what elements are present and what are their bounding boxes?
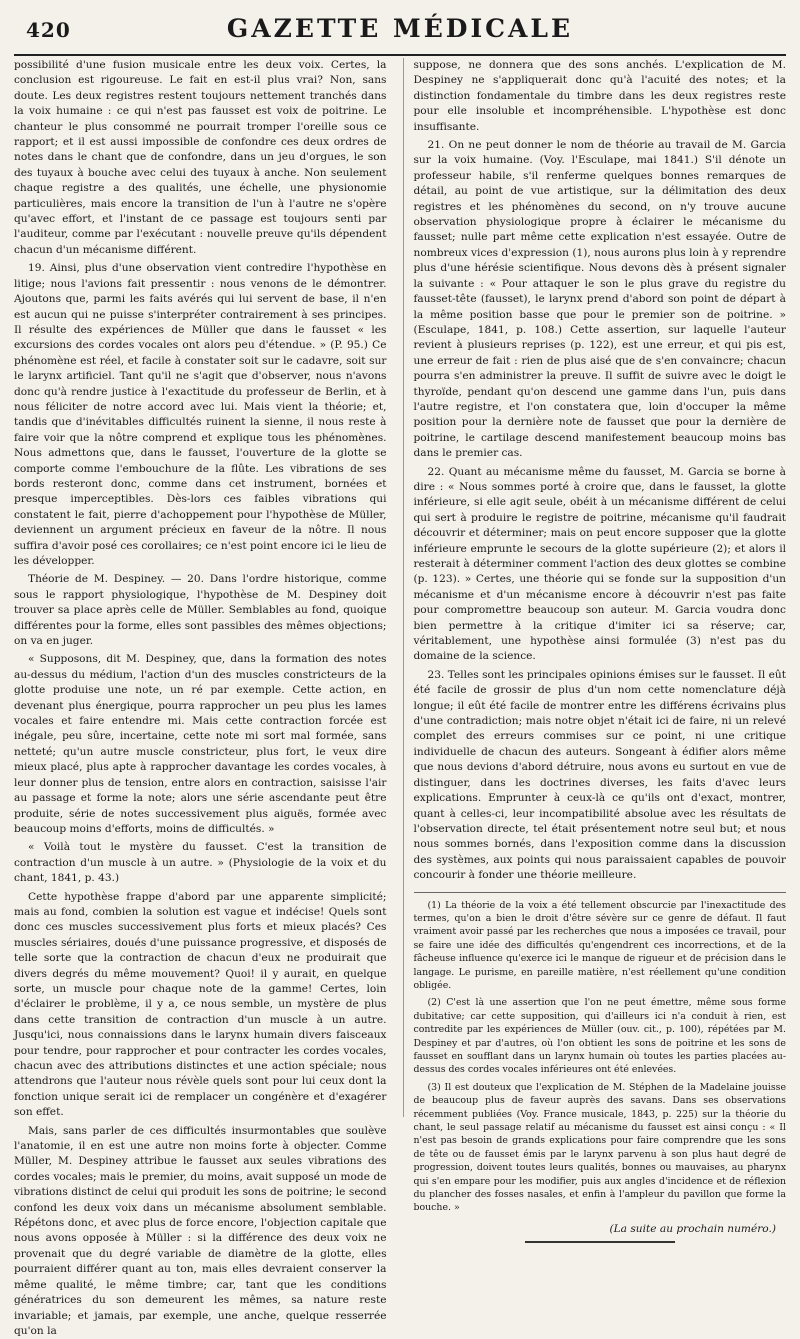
journal-title: GAZETTE MÉDICALE (226, 14, 574, 43)
left-column (14, 58, 387, 1337)
end-rule (525, 1241, 675, 1243)
paragraph-continuation: possibilité d'une fusion musicale entre les deux voix. Certes, la conclusion est rigoureuse. Le fait en est-il plus vrai? Non, sans doute. Les deux registres restent toujours nettement tranchés dans la voix humaine : ce qui n'est pas fausset est voix de poitrine. Le chanteur le plus consommé ne pourrait tromper l'oreille sous ce rapport; et il est aussi impossible de confondre ces deux ordres de notes dans le chant que de confondre, dans un jeu d'orgues, le son des tuyaux à bouche avec celui des tuyaux à anche. Non seulement chaque registre a des qualités, une échelle, une physionomie particulières, mais encore la transition de l'un à l'autre ne s'opère qu'avec effort, et l'instant de ce passage est toujours senti par l'auditeur, comme par l'exécutant : nouvelle preuve qu'ils dépendent chacun d'un mécanisme différent. (14, 59, 387, 256)
paragraph-22: 22. Quant au mécanisme même du fausset, M. Garcia se borne à dire : « Nous sommes porté à croire que, dans le fausset, la glotte inférieure, si elle agit seule, obéit à un mécanisme différent de celui qui sert à produire le registre de poitrine, mécanisme qu'il faudrait découvrir et déterminer; mais on peut encore supposer que la glotte inférieure emprunte le secours de la glotte supérieure (2); et alors il resterait à déterminer comment l'action des deux glottes se combine (p. 123). » Certes, une théorie qui se fonde sur la supposition d'un mécanisme et d'un mécanisme encore à découvrir n'est pas faite pour compromettre beaucoup son auteur. M. Garcia voudra donc bien permettre à la critique d'imiter ici sa réserve; car, véritablement, une hypothèse ainsi formulée (3) n'est pas du domaine de la science. (413, 465, 786, 663)
footnote-1: (1) La théorie de la voix a été tellement obscurcie par l'inexactitude des termes, qu'on a bien le droit d'être sévère sur ce genre de défaut. Il faut vraiment avoir passé par les recherches que nous a imposées ce travail, pour se faire une idée des difficultés qu'engendrent ces incorrections, et de la fâcheuse influence qu'exerce ici le manque de rigueur et de précision dans le langage. Le purisme, en pareille matière, n'est réellement qu'une condition obligée. (413, 899, 786, 991)
paragraph-objection: Mais, sans parler de ces difficultés insurmontables que soulève l'anatomie, il en est une autre non moins forte à objecter. Comme Müller, M. Despiney attribue le fausset aux seules vibrations des cordes vocales; mais le premier, du moins, avait supposé un mode de vibrations distinct de celui qui produit les sons de poitrine; le second confond les deux voix dans un mécanisme absolument semblable. Répétons donc, et avec plus de force encore, l'objection capitale que nous avons opposée à Müller : si la différence des deux voix ne provenait que du degré variable de diamètre de la glotte, elles pourraient différer quant au ton, mais elles devraient conserver la même qualité, le même timbre; car, tant que les conditions génératrices du son demeurent les mêmes, sa nature reste invariable; et jamais, par exemple, une anche, quelque resserrée qu'on la (14, 1124, 387, 1337)
text-columns (14, 58, 786, 1337)
paragraph-23: 23. Telles sont les principales opinions émises sur le fausset. Il eût été facile de grossir de plus d'un nom cette nomenclature déjà longue; il eût été facile de montrer entre les différens écrivains plus d'une contradiction; mais notre objet n'était ici de faire, ni un relevé complet des erreurs commises sur ce point, ni une critique individuelle de chacun des auteurs. Songeant à édifier alors même que nous devions d'abord détruire, nous avons eu surtout en vue de distinguer, dans les doctrines diverses, les faits d'avec leurs explications. Emprunter à ceux-là ce qu'ils ont d'exact, montrer, quant à celles-ci, leur incompatibilité absolue avec les résultats de l'observation directe, tel était présentement notre seul but; et nous nous sommes bornés, dans l'exposition comme dans la discussion des systèmes, aux points qui nous paraissaient capables de pouvoir concourir à fonder une théorie meilleure. (413, 668, 786, 882)
paragraph-20-despiney: Théorie de M. Despiney. — 20. Dans l'ordre historique, comme sous le rapport physiologique, l'hypothèse de M. Despiney doit trouver sa place après celle de Müller. Semblables au fond, quoique différentes pour la forme, elles sont passibles des mêmes objections; on va en juger. (14, 573, 387, 648)
footnote-2: (2) C'est là une assertion que l'on ne peut émettre, même sous forme dubitative; car cette supposition, qui d'ailleurs ici n'a conduit à rien, est contredite par les expériences de Müller (ouv. cit., p. 100), répétées par M. Despiney et par d'autres, où l'on obtient les sons de poitrine et les sons de fausset en soufflant dans un larynx humain où toutes les parties placées au-dessus des cordes vocales inférieures ont été enlevées. (413, 997, 786, 1076)
continued-notice: (La suite au prochain numéro.) (609, 1222, 776, 1235)
paragraph-despiney-quote: « Supposons, dit M. Despiney, que, dans la formation des notes au-dessus du médium, l'action d'un des muscles constricteurs de la glotte produise une note, un ré par exemple. Cette action, en devenant plus énergique, pourra rapprocher un peu plus les lames vocales et faire entendre mi. Mais cette contraction forcée est inégale, peu sûre, incertaine, cette note mi sort mal formée, sans netteté; qu'un autre muscle constricteur, plus fort, le veux dire mieux placé, plus apte à rapprocher davantage les cordes vocales, à leur donner plus de tension, entre alors en contraction, saisisse l'air au passage et forme la note; alors une série ascendante peut être produite, série de notes successivement plus aiguës, formée avec beaucoup moins d'efforts, moins de difficultés. » (14, 653, 387, 835)
footnote-3: (3) Il est douteux que l'explication de M. Stéphen de la Madelaine jouisse de beaucoup plus de faveur auprès des savans. Dans ses observations récemment publiées (Voy. France musicale, 1843, p. 225) sur la théorie du chant, le seul passage relatif au mécanisme du fausset est ainsi conçu : « Il n'est pas besoin de grands explications pour faire comprendre que les sons de tête ou de fausset émis par le larynx parvenu à son plus haut degré de progression, doivent toutes leurs qualités, bonnes ou mauvaises, au pharynx qui s'en empare pour les modifier, puis aux angles d'incidence et de réflexion du plancher des fosses nasales, et enfin à l'ampleur du pavillon que forme la bouche. » (413, 1081, 786, 1214)
paragraph-19: 19. Ainsi, plus d'une observation vient contredire l'hypothèse en litige; nous l'avions fait pressentir : nous venons de le démontrer. Ajoutons que, parmi les faits avérés qui lui servent de base, il n'en est aucun qui ne puisse s'interpréter contrairement à ses principes. Il résulte des expériences de Müller que dans le fausset « les excursions des cordes vocales ont alors peu d'étendue. » (P. 95.) Ce phénomène est réel, et facile à constater soit sur le cadavre, soit sur le larynx artificiel. Tant qu'il ne s'agit que d'observer, nous n'avons donc qu'à rendre justice à l'exactitude du professeur de Berlin, et à nous féliciter de notre accord avec lui. Mais vient la théorie; et, tandis que d'inévitables difficultés ruinent la sienne, il nous reste à faire voir que la nôtre comprend et explique tous les phénomènes. Nous admettons que, dans le fausset, l'ouverture de la glotte se comporte comme l'embouchure de la flûte. Les vibrations de ses bords resteront donc, comme dans cet instrument, bornées et presque imperceptibles. Dès-lors ces faibles vibrations qui constatent le fait, pierre d'achoppement pour l'hypothèse de Müller, deviennent un argument précieux en faveur de la nôtre. Il nous suffira d'avoir posé ces corollaires; ce n'est point encore ici le lieu de les développer. (14, 262, 387, 567)
page-number: 420 (26, 18, 71, 42)
right-column (403, 58, 787, 1235)
paragraph-21: 21. On ne peut donner le nom de théorie au travail de M. Garcia sur la voix humaine. (Voy. l'Esculape, mai 1841.) S'il dénote un professeur habile, s'il renferme quelques bonnes remarques de détail, au point de vue artistique, sur la délimitation des deux registres et les phénomènes du second, on n'y trouve aucune observation physiologique propre à éclairer le mécanisme du fausset; nulle part même cette explication n'est essayée. Outre de nombreux vices d'expression (1), nous aurons plus loin à y reprendre plus d'une hérésie scientifique. Nous devons dès à présent signaler la suivante : « Pour attaquer le son le plus grave du registre du fausset-tête (fausset), le larynx prend d'abord son point de départ à la même position basse que pour le premier son de poitrine. » (Esculape, 1841, p. 108.) Cette assertion, sur laquelle l'auteur revient à plusieurs reprises (p. 122), est une erreur, et qui pis est, une erreur de fait : rien de plus aisé que de s'en convaincre; chacun pourra s'en administrer la preuve. Il suffit de suivre avec le doigt le thyroïde, pendant qu'on descend une gamme dans l'un, puis dans l'autre registre, et l'on constatera que, loin d'occuper la même position pour la dernière note de fausset que pour la dernière de poitrine, le cartilage descend manifestement beaucoup moins bas dans le premier cas. (413, 139, 786, 460)
paragraph-despiney-quote-end: « Voilà tout le mystère du fausset. C'est la transition de contraction d'un muscle à un autre. » (Physiologie de la voix et du chant, 1841, p. 43.) (14, 841, 387, 885)
footnotes (414, 892, 787, 1215)
page-header (14, 10, 786, 56)
paragraph-continuation-right: suppose, ne donnera que des sons anchés. L'explication de M. Despiney ne s'appliquerait donc qu'à l'acuité des notes; et la distinction fondamentale du timbre dans les deux registres reste pour elle insoluble et incompréhensible. L'hypothèse est donc insuffisante. (413, 59, 786, 133)
paragraph-critique: Cette hypothèse frappe d'abord par une apparente simplicité; mais au fond, combien la solution est vague et indécise! Quels sont donc ces muscles successivement plus forts et mieux placés? Ces muscles sériaires, doués d'une puissance progressive, et disposés de telle sorte que la contraction de chacun d'eux ne produirait que divers degrés du même mouvement? Quoi! il y aurait, en quelque sorte, un muscle pour chaque note de la gamme! Certes, loin d'éclairer le problème, il y a, ce nous semble, un mystère de plus dans cette transition de contraction d'un muscle à un autre. Jusqu'ici, nous connaissions dans le larynx humain divers faisceaux pour tendre, pour rapprocher et pour contracter les cordes vocales, chacun avec des attributions distinctes et une action spéciale; nous attendrons que l'auteur nous révèle quels sont pour lui ceux dont la fonction unique serait ici de remplacer un congénère et d'exagérer son effet. (14, 890, 387, 1119)
